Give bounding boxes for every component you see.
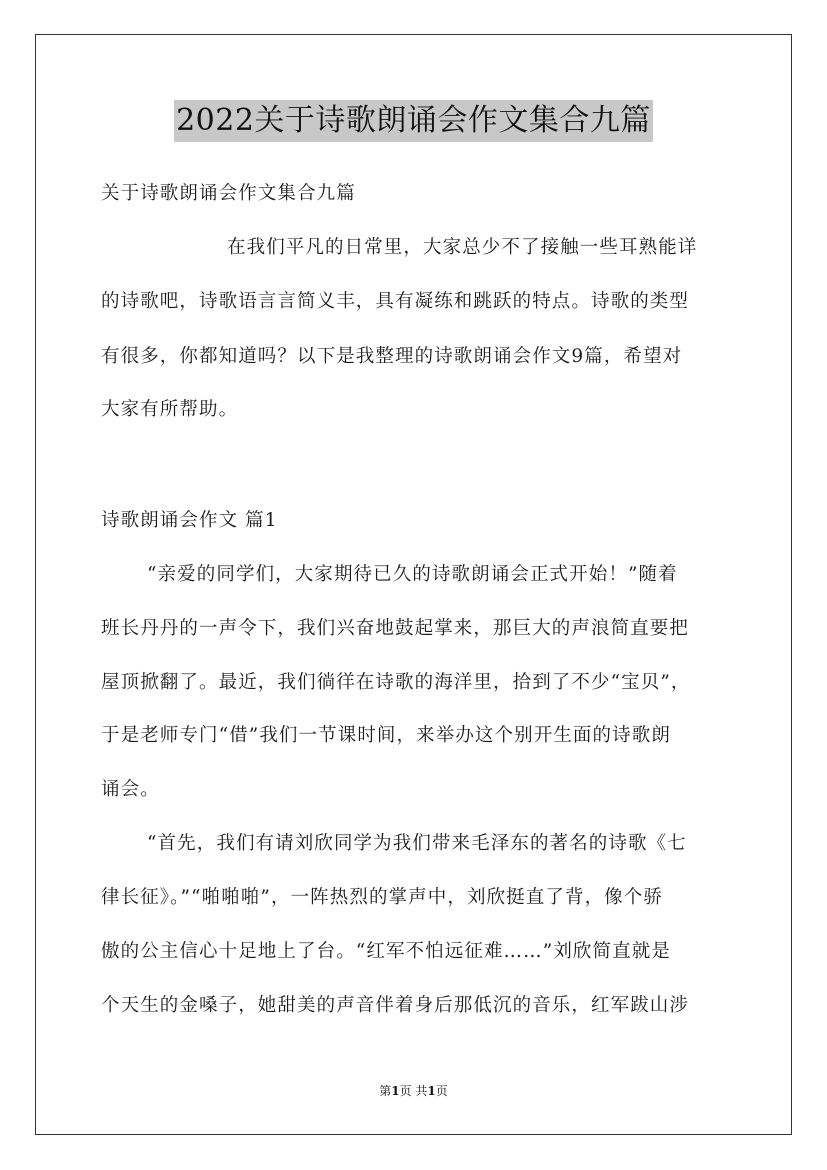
body-line: 于是老师专门“借”我们一节课时间，来举办这个别开生面的诗歌朗 <box>101 725 671 746</box>
body-line: 个天生的金嗓子，她甜美的声音伴着身后那低沉的音乐，红军跋山涉 <box>101 995 690 1016</box>
footer-mid: 页 共 <box>399 1084 428 1098</box>
document-subtitle: 关于诗歌朗诵会作文集合九篇 <box>101 183 356 204</box>
footer-page-total: 1 <box>427 1084 436 1098</box>
title-container <box>0 100 827 142</box>
body-line: 律长征》。”“啪啪啪”，一阵热烈的掌声中，刘欣挺直了背，像个骄 <box>101 887 663 908</box>
body-line: “首先，我们有请刘欣同学为我们带来毛泽东的著名的诗歌《七 <box>147 833 687 854</box>
footer-suffix: 页 <box>435 1084 448 1098</box>
body-line: 诵会。 <box>101 779 160 800</box>
body-line: “亲爱的同学们，大家期待已久的诗歌朗诵会正式开始！”随着 <box>147 564 678 585</box>
body-line: 傲的公主信心十足地上了台。“红军不怕远征难……”刘欣简直就是 <box>101 941 671 962</box>
intro-line: 的诗歌吧，诗歌语言言简义丰，具有凝练和跳跃的特点。诗歌的类型 <box>101 291 690 312</box>
intro-line: 有很多，你都知道吗？以下是我整理的诗歌朗诵会作文9篇，希望对 <box>101 346 683 367</box>
footer-page-number: 1 <box>391 1084 400 1098</box>
intro-line: 在我们平凡的日常里，大家总少不了接触一些耳熟能详 <box>227 237 698 258</box>
body-line: 屋顶掀翻了。最近，我们徜徉在诗歌的海洋里，拾到了不少“宝贝”， <box>101 672 691 693</box>
document-title: 2022关于诗歌朗诵会作文集合九篇 <box>174 100 653 142</box>
intro-line: 大家有所帮助。 <box>101 399 239 420</box>
footer-prefix: 第 <box>379 1084 392 1098</box>
page-footer <box>0 1083 827 1099</box>
section-heading: 诗歌朗诵会作文 篇1 <box>101 510 278 531</box>
body-line: 班长丹丹的一声令下，我们兴奋地鼓起掌来，那巨大的声浪简直要把 <box>101 618 690 639</box>
